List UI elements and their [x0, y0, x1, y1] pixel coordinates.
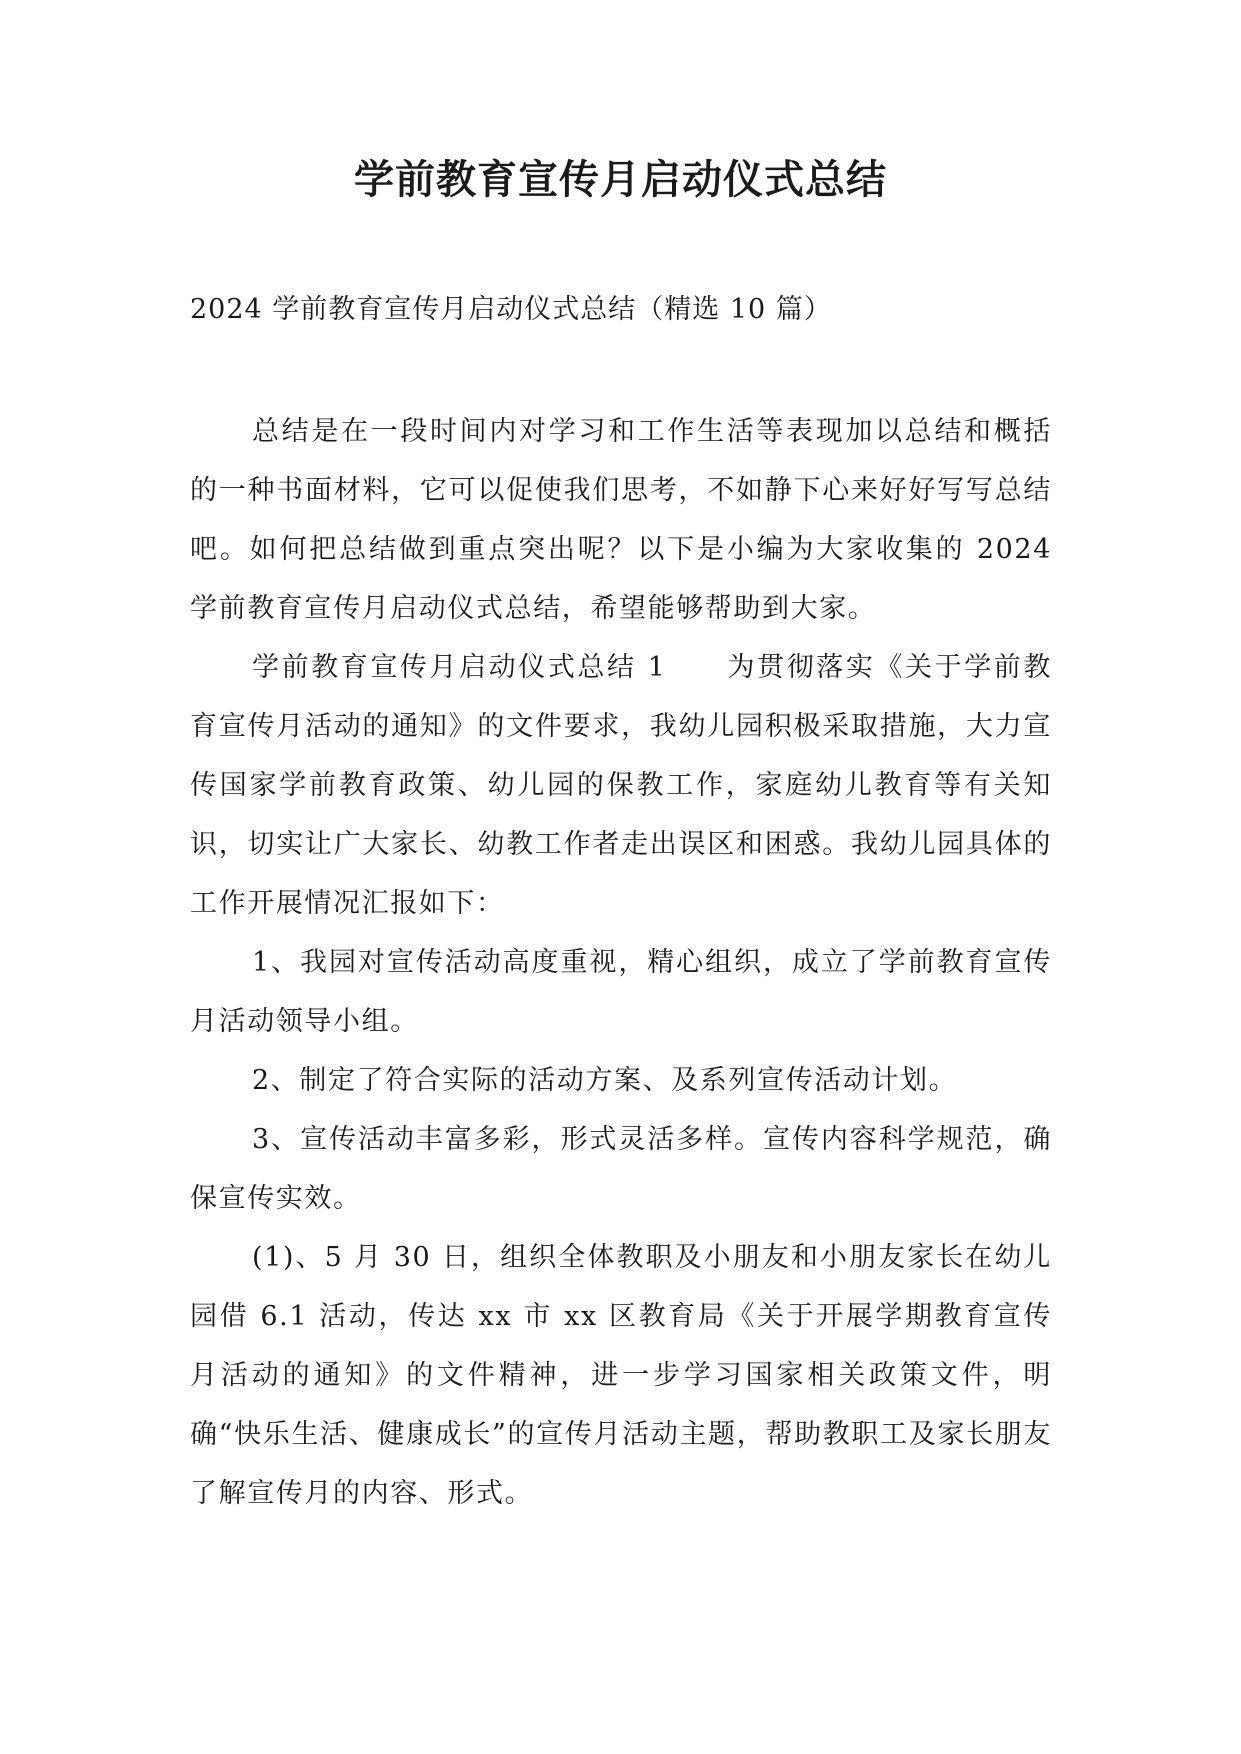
section-1-heading: 学前教育宣传月启动仪式总结 1	[252, 652, 667, 683]
section-1-paragraph	[190, 638, 1052, 933]
document-subtitle: 2024 学前教育宣传月启动仪式总结（精选 10 篇）	[190, 294, 832, 325]
list-item-3-sub-1: (1)、5 月 30 日，组织全体教职及小朋友和小朋友家长在幼儿园借 6.1 活动，传达 xx 市 xx 区教育局《关于开展学期教育宣传月活动的通知》的文件精神，进一步学习国家相关政策文件，明确“快乐生活、健康成长”的宣传月活动主题，帮助教职工及家长朋友了解宣传月的内容、形式。	[190, 1242, 1052, 1509]
list-item-1: 1、我园对宣传活动高度重视，精心组织，成立了学前教育宣传月活动领导小组。	[190, 947, 1052, 1037]
list-item-2: 2、制定了符合实际的活动方案、及系列宣传活动计划。	[252, 1065, 958, 1096]
section-1-text: 为贯彻落实《关于学前教育宣传月活动的通知》的文件要求，我幼儿园积极采取措施，大力宣传国家学前教育政策、幼儿园的保教工作，家庭幼儿教育等有关知识，切实让广大家长、幼教工作者走出误区和困惑。我幼儿园具体的工作开展情况汇报如下：	[190, 652, 1052, 919]
document-title: 学前教育宣传月启动仪式总结	[354, 157, 887, 203]
intro-paragraph: 总结是在一段时间内对学习和工作生活等表现加以总结和概括的一种书面材料，它可以促使我们思考，不如静下心来好好写写总结吧。如何把总结做到重点突出呢？以下是小编为大家收集的 2024 学前教育宣传月启动仪式总结，希望能够帮助到大家。	[190, 416, 1052, 624]
document-body	[190, 402, 1052, 1523]
list-item-3: 3、宣传活动丰富多彩，形式灵活多样。宣传内容科学规范，确保宣传实效。	[190, 1124, 1052, 1214]
